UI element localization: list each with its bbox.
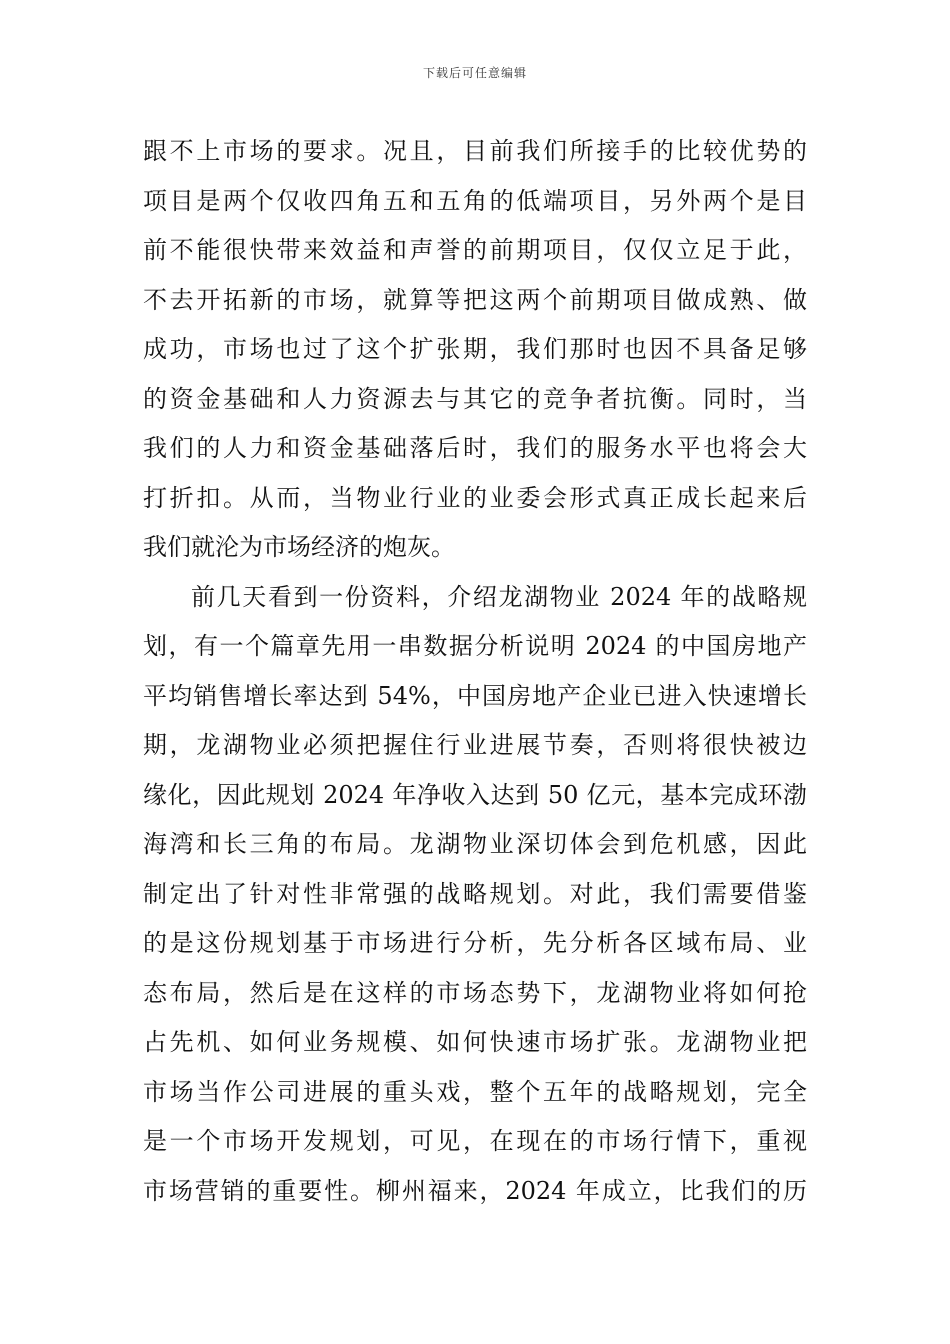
text-line: 市场当作公司进展的重头戏，整个五年的战略规划，完全 (143, 1077, 807, 1106)
text-line: 我们的人力和资金基础落后时，我们的服务水平也将会大 (143, 434, 807, 462)
text-line: 制定出了针对性非常强的战略规划。对此，我们需要借鉴 (143, 879, 807, 908)
text-line: 期，龙湖物业必须把握住行业进展节奏，否则将很快被边 (143, 731, 807, 759)
paragraph-2 (143, 573, 807, 1217)
text-line: 是一个市场开发规划，可见，在现在的市场行情下，重视 (143, 1127, 807, 1155)
text-line: 成功，市场也过了这个扩张期，我们那时也因不具备足够 (143, 335, 807, 363)
text-line: 态布局，然后是在这样的市场态势下，龙湖物业将如何抢 (143, 978, 807, 1007)
text-line: 平均销售增长率达到 54%，中国房地产企业已进入快速增长 (143, 681, 807, 710)
paragraph-1 (143, 127, 807, 573)
text-line: 项目是两个仅收四角五和五角的低端项目，另外两个是目 (143, 186, 807, 215)
page-header-note: 下载后可任意编辑 (422, 66, 527, 80)
text-line: 的是这份规划基于市场进行分析，先分析各区域布局、业 (143, 929, 807, 957)
text-line: 跟不上市场的要求。况且，目前我们所接手的比较优势的 (143, 137, 807, 165)
text-line: 划，有一个篇章先用一串数据分析说明 2024 的中国房地产 (143, 632, 807, 660)
text-line: 市场营销的重要性。柳州福来，2024 年成立，比我们的历 (143, 1176, 807, 1205)
text-line: 海湾和长三角的布局。龙湖物业深切体会到危机感，因此 (143, 830, 807, 858)
text-line: 我们就沦为市场经济的炮灰。 (143, 533, 455, 561)
document-body (143, 127, 807, 1216)
text-line: 占先机、如何业务规模、如何快速市场扩张。龙湖物业把 (143, 1028, 807, 1056)
text-line: 缘化，因此规划 2024 年净收入达到 50 亿元，基本完成环渤 (143, 780, 807, 809)
text-line: 前不能很快带来效益和声誉的前期项目，仅仅立足于此， (143, 236, 807, 264)
text-line: 前几天看到一份资料，介绍龙湖物业 2024 年的战略规 (191, 582, 807, 611)
text-line: 不去开拓新的市场，就算等把这两个前期项目做成熟、做 (143, 285, 807, 314)
text-line: 打折扣。从而，当物业行业的业委会形式真正成长起来后 (143, 483, 807, 512)
text-line: 的资金基础和人力资源去与其它的竞争者抗衡。同时，当 (143, 384, 807, 413)
